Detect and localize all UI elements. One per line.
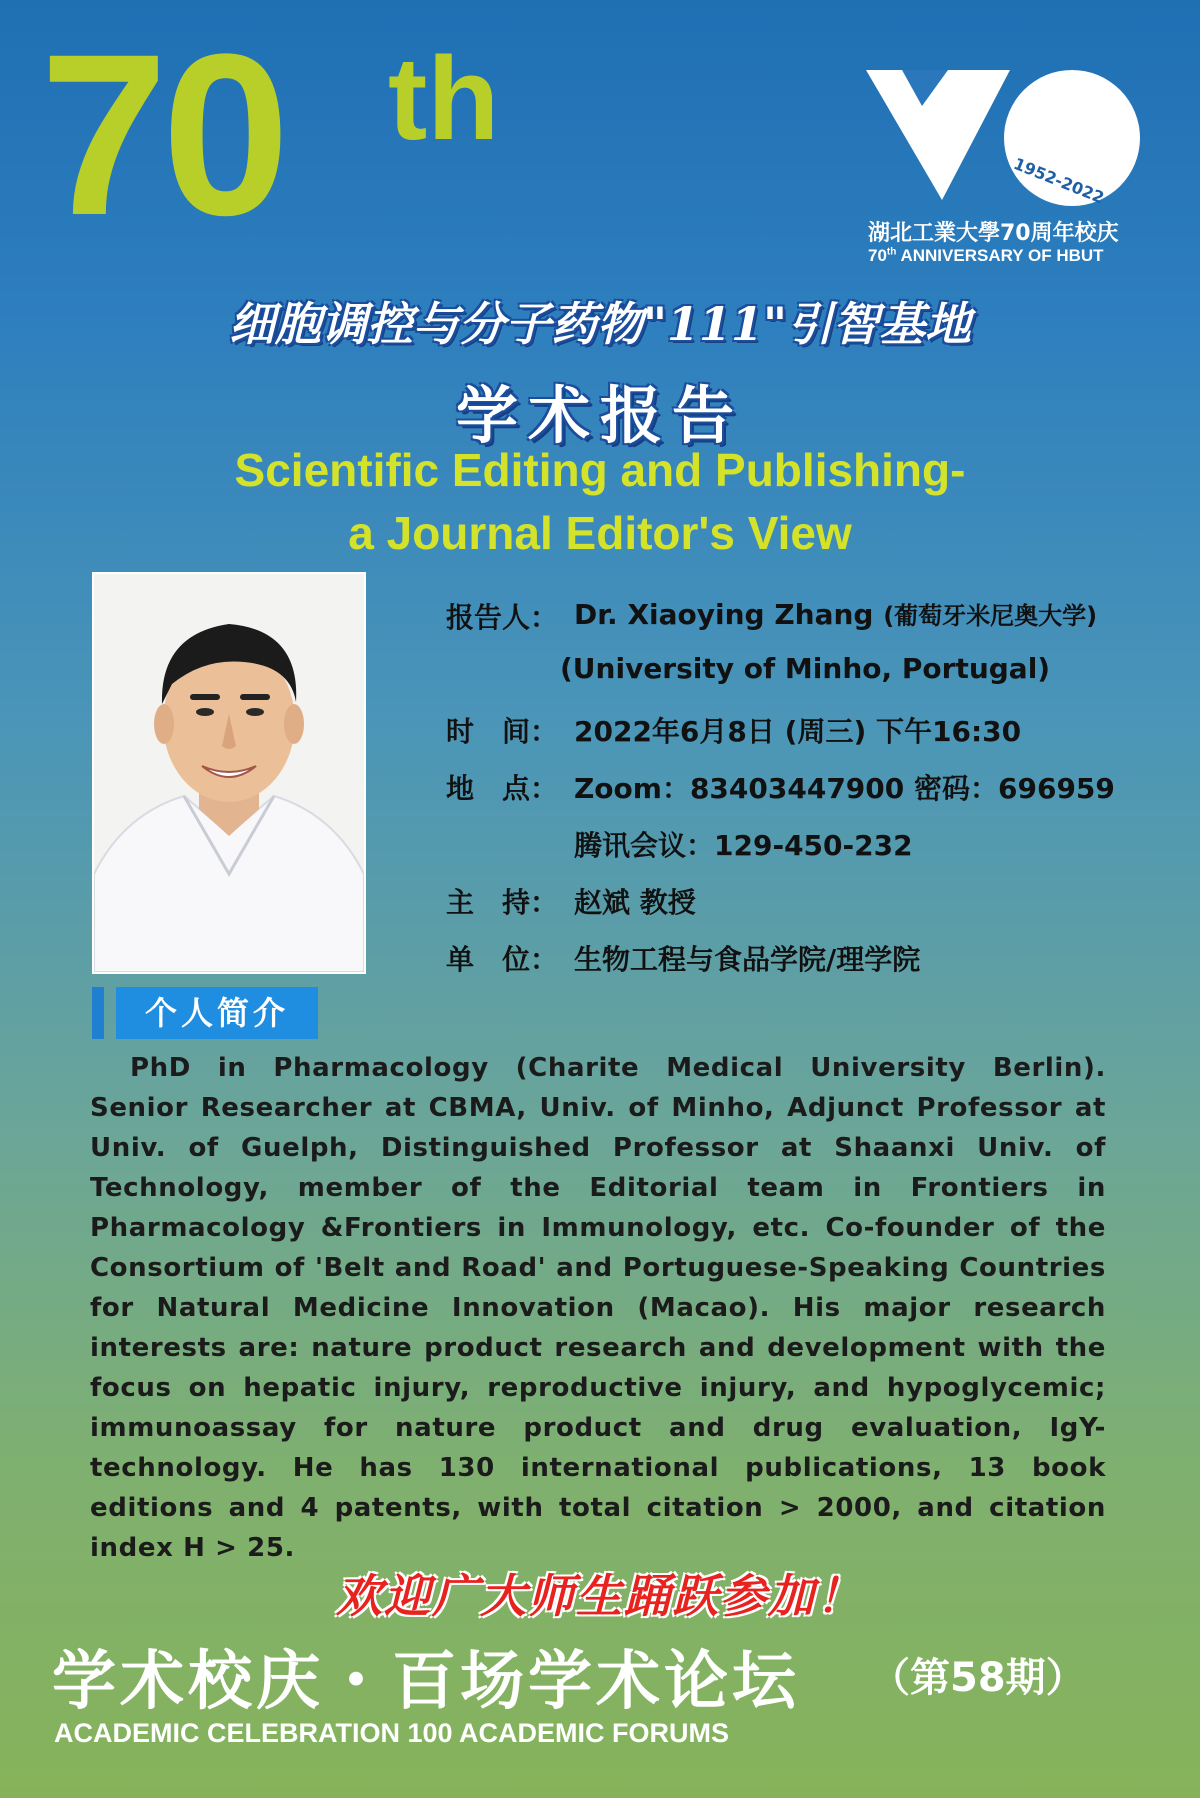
title-cn-line2: 学术报告 [455, 379, 744, 452]
section-accent-bar [92, 987, 104, 1039]
logo-cn-text: 湖北工業大學70周年校庆 [868, 221, 1119, 246]
unit-value: 生物工程与食品学院/理学院 [574, 943, 921, 976]
forum-title-en: ACADEMIC CELEBRATION 100 ACADEMIC FORUMS [54, 1718, 730, 1748]
logo-en-main: ANNIVERSARY OF HBUT [900, 246, 1104, 265]
forum-title-cn: 学术校庆・百场学术论坛 [52, 1645, 800, 1719]
logo-en-prefix: 70 [868, 246, 887, 265]
title-en-line2: a Journal Editor's View [348, 507, 852, 559]
anniversary-logo [860, 60, 1150, 290]
place-label: 地 点： [446, 772, 559, 805]
place-zoom: Zoom：83403447900 密码：696959 [574, 772, 1115, 805]
speaker-portrait-icon [94, 574, 364, 972]
forum-issue: （第58期） [870, 1655, 1086, 1701]
logo-en-sup: th [886, 246, 897, 258]
section-heading: 个人简介 [144, 994, 289, 1032]
speaker-photo [92, 572, 366, 974]
speaker-name: Dr. Xiaoying Zhang [574, 598, 874, 631]
logo-mark-icon [860, 60, 1150, 220]
speaker-affil-cn: (葡萄牙米尼奥大学) [883, 602, 1098, 630]
host-value: 赵斌 教授 [574, 886, 696, 919]
speaker-label: 报告人： [446, 601, 559, 634]
time-label: 时 间： [446, 715, 559, 748]
speaker-value [574, 596, 1097, 631]
place-tencent: 腾讯会议：129-450-232 [574, 829, 913, 862]
big-seventy: 70 [40, 6, 284, 263]
welcome-text: 欢迎广大师生踊跃参加！ [336, 1569, 864, 1623]
speaker-affil-en: (University of Minho, Portugal) [560, 652, 1051, 685]
host-label: 主 持： [446, 886, 559, 919]
logo-years: 1952-2022 [1010, 153, 1107, 208]
title-en-line1: Scientific Editing and Publishing- [234, 444, 966, 496]
unit-label: 单 位： [446, 943, 559, 976]
big-ordinal: th [388, 33, 500, 165]
bio-text: PhD in Pharmacology (Charite Medical University Berlin). Senior Researcher at CBMA, Univ. of Minho, Adjunct Professor at Univ. of Guelph, Distinguished Professor at Shaanxi Univ. of Technology, member of the Editorial team in Frontiers in Pharmacology &Frontiers in Immunology, etc. Co-founder of the Consortium of 'Belt and Road' and Portuguese-Speaking Countries for Natural Medicine Innovation (Macao). His major research interests are: nature product research and development with the focus on hepatic injury, reproductive injury, and hypoglycemic; immunoassay for nature product and drug evaluation, IgY-technology. He has 130 international publications, 13 book editions and 4 patents, with total citation > 2000, and citation index H > 25. [90, 1053, 1106, 1563]
time-value: 2022年6月8日 (周三) 下午16:30 [574, 715, 1022, 748]
logo-en-text [868, 246, 1104, 266]
title-cn-line1: 细胞调控与分子药物"111"引智基地 [229, 297, 971, 351]
